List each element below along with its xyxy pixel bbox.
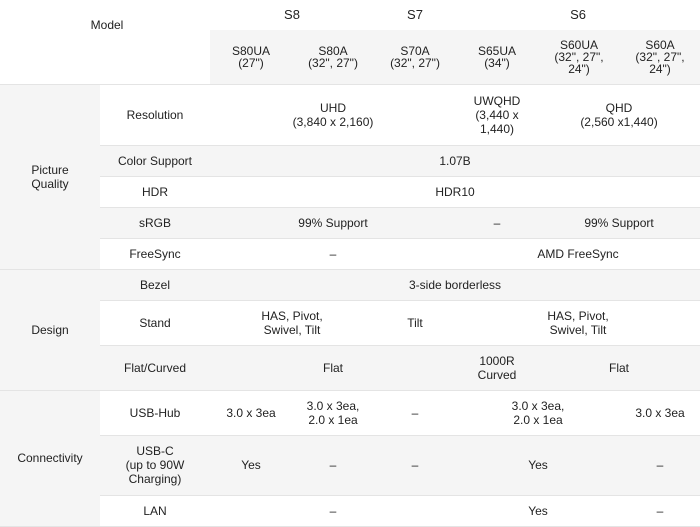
cell-usbhub-a: 3.0 x 3ea [210, 390, 292, 435]
model-header [0, 0, 210, 84]
cell-stand-b: Tilt [374, 300, 456, 345]
row-label-flat-curved: Flat/Curved [100, 345, 210, 390]
group-picture-quality: Picture Quality [0, 84, 100, 269]
row-label-stand: Stand [100, 300, 210, 345]
cell-freesync-a: – [210, 238, 456, 269]
cell-usbc-a: Yes [210, 435, 292, 495]
variant-s80a: S80A (32", 27") [292, 30, 374, 84]
row-label-usb-c: USB-C (up to 90W Charging) [100, 435, 210, 495]
cell-srgb-b: – [456, 207, 538, 238]
cell-flat-a: Flat [210, 345, 456, 390]
cell-lan-a: – [210, 495, 456, 526]
variant-s60ua: S60UA (32", 27", 24") [538, 30, 620, 84]
cell-lan-c: – [620, 495, 700, 526]
row-label-freesync: FreeSync [100, 238, 210, 269]
cell-resolution-uwqhd: UWQHD (3,440 x 1,440) [456, 84, 538, 145]
cell-srgb-c: 99% Support [538, 207, 700, 238]
row-label-hdr: HDR [100, 176, 210, 207]
cell-resolution-qhd: QHD (2,560 x1,440) [538, 84, 700, 145]
cell-flat-c: Flat [538, 345, 700, 390]
group-design: Design [0, 269, 100, 390]
row-label-srgb: sRGB [100, 207, 210, 238]
cell-usbhub-e: 3.0 x 3ea [620, 390, 700, 435]
cell-usbc-d: Yes [456, 435, 620, 495]
cell-usbhub-b: 3.0 x 3ea, 2.0 x 1ea [292, 390, 374, 435]
series-s8: S8 [284, 7, 300, 22]
cell-flat-b: 1000R Curved [456, 345, 538, 390]
variant-s80ua: S80UA (27") [210, 30, 292, 84]
cell-stand-c: HAS, Pivot, Swivel, Tilt [456, 300, 700, 345]
cell-lan-b: Yes [456, 495, 620, 526]
cell-resolution-uhd: UHD (3,840 x 2,160) [210, 84, 456, 145]
cell-usbhub-d: 3.0 x 3ea, 2.0 x 1ea [456, 390, 620, 435]
cell-usbc-c: – [374, 435, 456, 495]
series-s6: S6 [570, 7, 586, 22]
row-label-usb-hub: USB-Hub [100, 390, 210, 435]
variant-s65ua: S65UA (34") [456, 30, 538, 84]
model-label: Model [90, 17, 124, 32]
variant-s60a: S60A (32", 27", 24") [620, 30, 700, 84]
row-label-color-support: Color Support [100, 145, 210, 176]
cell-hdr: HDR10 [210, 176, 700, 207]
cell-freesync-b: AMD FreeSync [456, 238, 700, 269]
cell-bezel: 3-side borderless [210, 269, 700, 300]
cell-stand-a: HAS, Pivot, Swivel, Tilt [210, 300, 374, 345]
cell-srgb-a: 99% Support [210, 207, 456, 238]
cell-usbc-e: – [620, 435, 700, 495]
cell-usbhub-c: – [374, 390, 456, 435]
group-connectivity: Connectivity [0, 390, 100, 526]
cell-color-support: 1.07B [210, 145, 700, 176]
row-label-lan: LAN [100, 495, 210, 526]
variant-s70a: S70A (32", 27") [374, 30, 456, 84]
series-s7: S7 [407, 7, 423, 22]
row-label-resolution: Resolution [100, 84, 210, 145]
row-label-bezel: Bezel [100, 269, 210, 300]
cell-usbc-b: – [292, 435, 374, 495]
